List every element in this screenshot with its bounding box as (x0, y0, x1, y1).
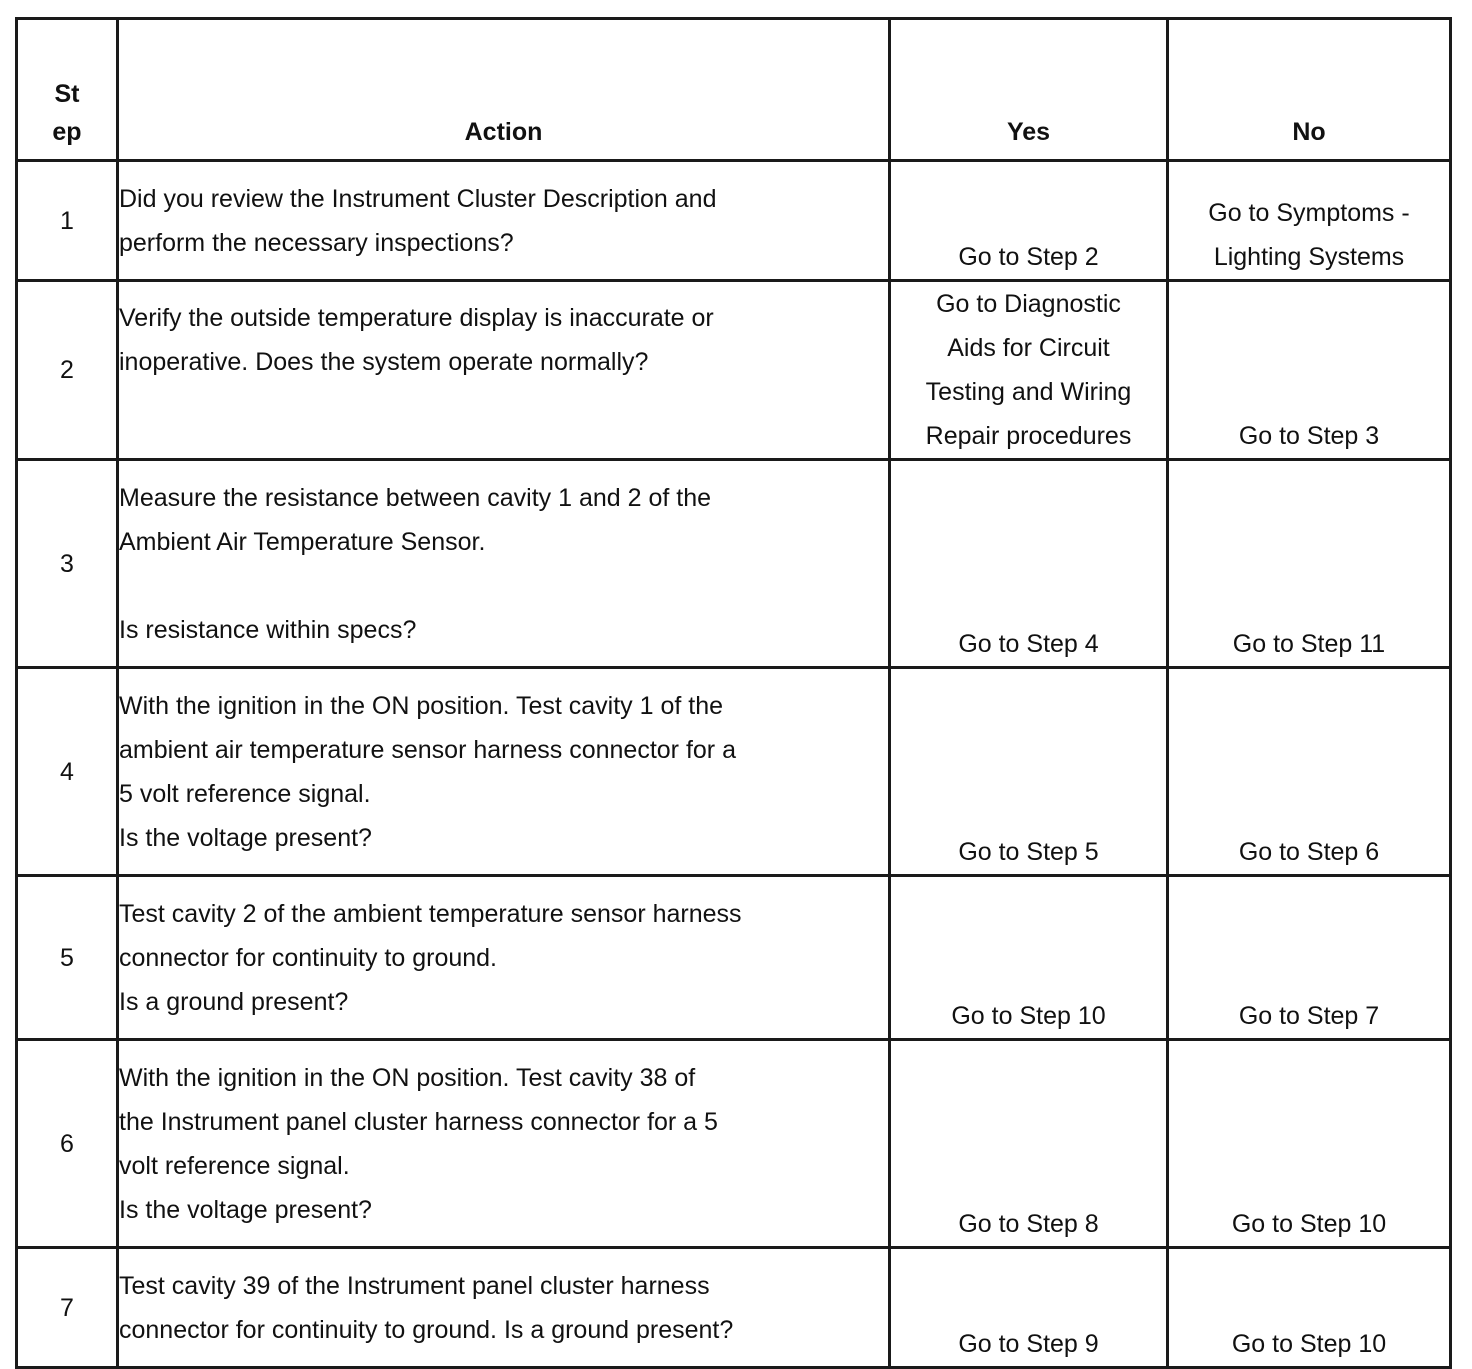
table-row (17, 1248, 1451, 1368)
yes-link: Go to Step 9 (958, 1330, 1099, 1358)
action-line: Is the voltage present? (119, 1195, 372, 1224)
header-step-line1: St (54, 80, 80, 108)
step-number: 2 (17, 281, 118, 460)
table-row (17, 668, 1451, 876)
action-line: the Instrument panel cluster harness connector for a 5 (119, 1107, 718, 1136)
no-link: Go to Step 6 (1238, 838, 1380, 866)
table-body (17, 161, 1451, 1368)
header-yes: Yes (890, 19, 1168, 161)
action-cell (118, 876, 890, 1040)
yes-link: Go to Step 5 (958, 838, 1099, 866)
action-line: connector for continuity to ground. Is a ground present? (119, 1315, 734, 1344)
action-line: Ambient Air Temperature Sensor. (119, 527, 486, 556)
header-action: Action (118, 19, 890, 161)
no-cell (1168, 876, 1451, 1040)
yes-link: Repair procedures (925, 422, 1132, 450)
yes-link: Go to Step 4 (958, 630, 1099, 658)
step-number: 7 (17, 1248, 118, 1368)
action-line: Measure the resistance between cavity 1 and 2 of the (119, 483, 712, 512)
header-no: No (1168, 19, 1451, 161)
yes-link: Testing and Wiring (925, 378, 1132, 406)
table-row (17, 460, 1451, 668)
action-line: Is resistance within specs? (119, 615, 417, 644)
yes-link: Aids for Circuit (947, 334, 1110, 362)
action-line: ambient air temperature sensor harness connector for a (119, 735, 736, 764)
yes-cell (890, 1248, 1168, 1368)
no-cell (1168, 1040, 1451, 1248)
action-cell (118, 1040, 890, 1248)
no-cell (1168, 161, 1451, 281)
yes-cell (890, 876, 1168, 1040)
action-line: With the ignition in the ON position. Test cavity 38 of (119, 1063, 696, 1092)
step-number: 5 (17, 876, 118, 1040)
action-cell (118, 281, 890, 460)
no-cell (1168, 668, 1451, 876)
yes-cell (890, 161, 1168, 281)
action-line: Test cavity 39 of the Instrument panel cluster harness (119, 1271, 710, 1300)
yes-cell (890, 668, 1168, 876)
action-line: perform the necessary inspections? (119, 228, 514, 257)
yes-cell (890, 281, 1168, 460)
no-cell (1168, 460, 1451, 668)
action-line: Is the voltage present? (119, 823, 372, 852)
no-link: Go to Step 10 (1231, 1330, 1387, 1358)
no-link: Go to Step 10 (1231, 1210, 1387, 1238)
header-step-line2: ep (52, 118, 82, 146)
action-cell (118, 161, 890, 281)
no-link: Go to Step 3 (1238, 422, 1380, 450)
yes-link: Go to Step 2 (958, 243, 1099, 271)
header-row (17, 19, 1451, 161)
action-line: 5 volt reference signal. (119, 779, 371, 808)
action-line: Did you review the Instrument Cluster Description and (119, 184, 717, 213)
action-line: Is a ground present? (119, 987, 349, 1016)
table-row (17, 161, 1451, 281)
table-row (17, 876, 1451, 1040)
yes-cell (890, 460, 1168, 668)
action-cell (118, 460, 890, 668)
action-line: connector for continuity to ground. (119, 943, 498, 972)
no-cell (1168, 1248, 1451, 1368)
yes-link: Go to Step 8 (958, 1210, 1099, 1238)
step-number: 1 (17, 161, 118, 281)
action-cell (118, 668, 890, 876)
no-link: Go to Step 7 (1238, 1002, 1380, 1030)
no-cell (1168, 281, 1451, 460)
step-number: 3 (17, 460, 118, 668)
action-line: With the ignition in the ON position. Test cavity 1 of the (119, 691, 724, 720)
yes-cell (890, 1040, 1168, 1248)
yes-link: Go to Step 10 (951, 1002, 1106, 1030)
no-link: Go to Symptoms - (1208, 199, 1410, 227)
step-number: 4 (17, 668, 118, 876)
action-line: Test cavity 2 of the ambient temperature sensor harness (119, 899, 742, 928)
no-link: Go to Step 11 (1232, 630, 1386, 658)
table-header (17, 19, 1451, 161)
action-spacer (119, 564, 888, 608)
action-line: volt reference signal. (119, 1151, 350, 1180)
table-row (17, 281, 1451, 460)
yes-link: Go to Diagnostic (936, 290, 1121, 318)
action-cell (118, 1248, 890, 1368)
diagnostic-table (15, 17, 1452, 1369)
action-line: inoperative. Does the system operate normally? (119, 348, 649, 376)
header-step (17, 19, 118, 161)
no-link: Lighting Systems (1213, 243, 1405, 271)
table-row (17, 1040, 1451, 1248)
action-line: Verify the outside temperature display is inaccurate or (119, 304, 714, 332)
step-number: 6 (17, 1040, 118, 1248)
